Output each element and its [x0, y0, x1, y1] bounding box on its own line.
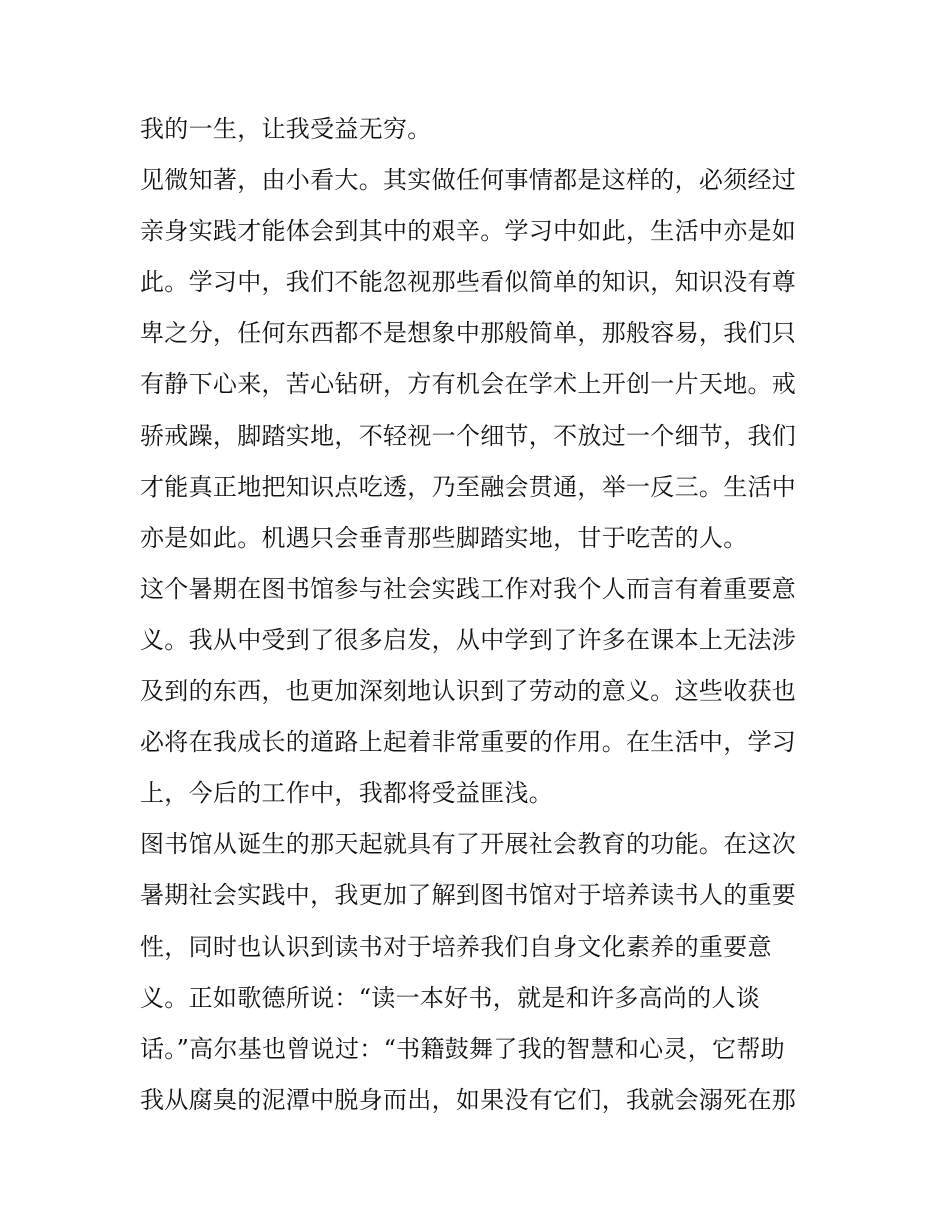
text-line: 骄戒躁，脚踏实地，不轻视一个细节，不放过一个细节，我们	[140, 421, 797, 450]
text-line: 亦是如此。机遇只会垂青那些脚踏实地，甘于吃苦的人。	[140, 523, 748, 552]
text-line: 卑之分，任何东西都不是想象中那般简单，那般容易，我们只	[140, 319, 797, 348]
text-line: 上，今后的工作中，我都将受益匪浅。	[140, 779, 554, 808]
text-line: 才能真正地把知识点吃透，乃至融会贯通，举一反三。生活中	[140, 472, 797, 501]
text-line: 话。”高尔基也曾说过：“书籍鼓舞了我的智慧和心灵，它帮助	[140, 1034, 785, 1063]
text-line: 义。我从中受到了很多启发，从中学到了许多在课本上无法涉	[140, 625, 797, 654]
text-line: 必将在我成长的道路上起着非常重要的作用。在生活中，学习	[140, 728, 797, 757]
text-line: 及到的东西，也更加深刻地认识到了劳动的意义。这些收获也	[140, 677, 797, 706]
text-line: 义。正如歌德所说：“读一本好书，就是和许多高尚的人谈	[140, 983, 761, 1012]
body-text	[140, 104, 820, 1126]
text-line: 图书馆从诞生的那天起就具有了开展社会教育的功能。在这次	[140, 830, 797, 859]
text-line: 此。学习中，我们不能忽视那些看似简单的知识，知识没有尊	[140, 268, 797, 297]
text-line: 性，同时也认识到读书对于培养我们自身文化素养的重要意	[140, 932, 772, 961]
text-line: 暑期社会实践中，我更加了解到图书馆对于培养读书人的重要	[140, 881, 797, 910]
text-line: 有静下心来，苦心钻研，方有机会在学术上开创一片天地。戒	[140, 370, 797, 399]
text-line: 我从腐臭的泥潭中脱身而出，如果没有它们，我就会溺死在那	[140, 1085, 797, 1114]
text-line: 这个暑期在图书馆参与社会实践工作对我个人而言有着重要意	[140, 574, 797, 603]
text-line: 亲身实践才能体会到其中的艰辛。学习中如此，生活中亦是如	[140, 217, 797, 246]
text-line: 我的一生，让我受益无穷。	[140, 115, 432, 143]
text-line: 见微知著，由小看大。其实做任何事情都是这样的，必须经过	[140, 166, 797, 195]
